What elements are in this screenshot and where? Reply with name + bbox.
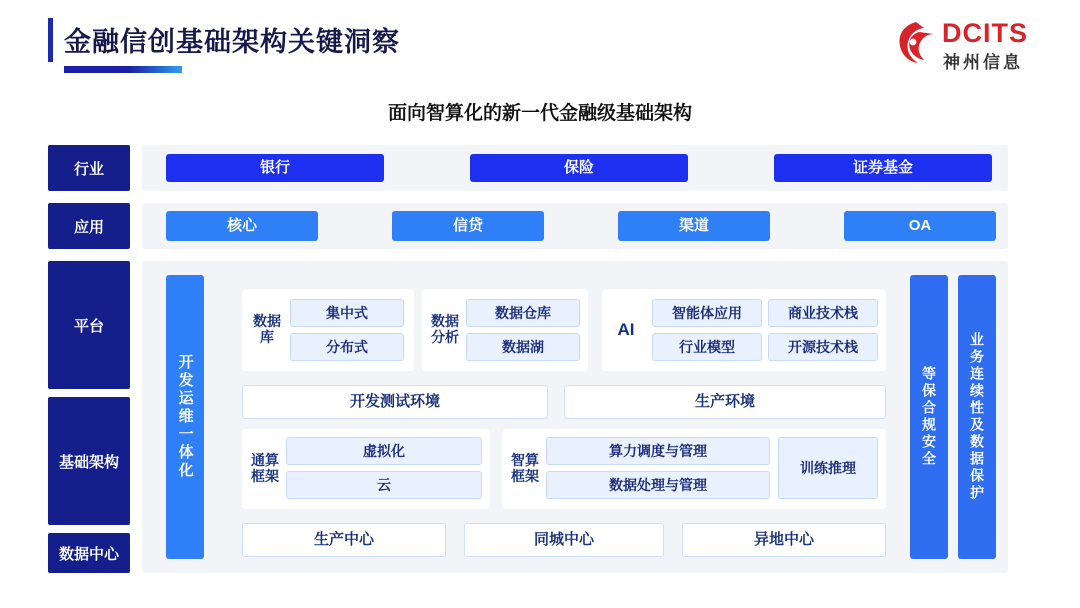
platform-analysis-lake[interactable]: 数据湖	[466, 333, 580, 361]
infra-general-compute-card	[242, 429, 490, 509]
application-item-core[interactable]: 核心	[166, 211, 318, 241]
diagram-subtitle: 面向智算化的新一代金融级基础架构	[387, 103, 692, 124]
application-item-oa[interactable]: OA	[844, 211, 996, 241]
pillar-compliance-security[interactable]: 等保合规安全	[910, 275, 948, 559]
application-item-channel[interactable]: 渠道	[618, 211, 770, 241]
platform-database-label: 数据库	[253, 313, 281, 345]
platform-analysis-warehouse[interactable]: 数据仓库	[466, 299, 580, 327]
logo-subtext: 神州信息	[943, 53, 1023, 72]
company-logo	[896, 18, 1046, 74]
row-label-datacenter: 数据中心	[48, 533, 130, 573]
decorative-corner	[850, 458, 1080, 608]
pillar-business-continuity[interactable]: 业务连续性及数据保护	[958, 275, 996, 559]
infra-data-processing[interactable]: 数据处理与管理	[546, 471, 770, 499]
platform-ai-card	[602, 289, 886, 371]
header-underline	[64, 66, 182, 73]
platform-database-card	[242, 289, 414, 371]
industry-row-panel	[142, 145, 1008, 191]
infra-virtualization[interactable]: 虚拟化	[286, 437, 482, 465]
platform-env-dev-test[interactable]: 开发测试环境	[242, 385, 548, 419]
infra-cloud[interactable]: 云	[286, 471, 482, 499]
row-label-infrastructure: 基础架构	[48, 397, 130, 525]
infra-intelligent-compute-label: 智算框架	[511, 452, 539, 484]
platform-ai-label: AI	[617, 320, 635, 339]
pillar-devops[interactable]: 开发运维一体化	[166, 275, 204, 559]
datacenter-metro[interactable]: 同城中心	[464, 523, 664, 557]
platform-ai-industry-model[interactable]: 行业模型	[652, 333, 762, 361]
platform-ai-open-source-stack[interactable]: 开源技术栈	[768, 333, 878, 361]
platform-analysis-label: 数据分析	[431, 313, 459, 345]
industry-item-bank[interactable]: 银行	[166, 154, 384, 182]
infra-train-inference[interactable]: 训练推理	[778, 437, 878, 499]
industry-item-insurance[interactable]: 保险	[470, 154, 688, 182]
platform-env-production[interactable]: 生产环境	[564, 385, 886, 419]
datacenter-remote[interactable]: 异地中心	[682, 523, 886, 557]
infra-general-compute-label: 通算框架	[251, 452, 279, 484]
industry-item-securities-fund[interactable]: 证券基金	[774, 154, 992, 182]
infra-compute-scheduling[interactable]: 算力调度与管理	[546, 437, 770, 465]
dcits-logo-icon	[896, 20, 936, 64]
platform-analysis-card	[422, 289, 588, 371]
platform-database-centralized[interactable]: 集中式	[290, 299, 404, 327]
row-label-platform: 平台	[48, 261, 130, 389]
platform-ai-commercial-stack[interactable]: 商业技术栈	[768, 299, 878, 327]
header-accent-bar	[48, 18, 53, 62]
platform-database-distributed[interactable]: 分布式	[290, 333, 404, 361]
platform-ai-agent-app[interactable]: 智能体应用	[652, 299, 762, 327]
page-title: 金融信创基础架构关键洞察	[64, 27, 400, 57]
logo-wordmark: DCITS	[942, 18, 1028, 48]
datacenter-production[interactable]: 生产中心	[242, 523, 446, 557]
application-item-credit[interactable]: 信贷	[392, 211, 544, 241]
row-label-application: 应用	[48, 203, 130, 249]
page-header	[0, 0, 1080, 88]
infra-intelligent-compute-card	[502, 429, 886, 509]
application-row-panel	[142, 203, 1008, 249]
row-label-industry: 行业	[48, 145, 130, 191]
